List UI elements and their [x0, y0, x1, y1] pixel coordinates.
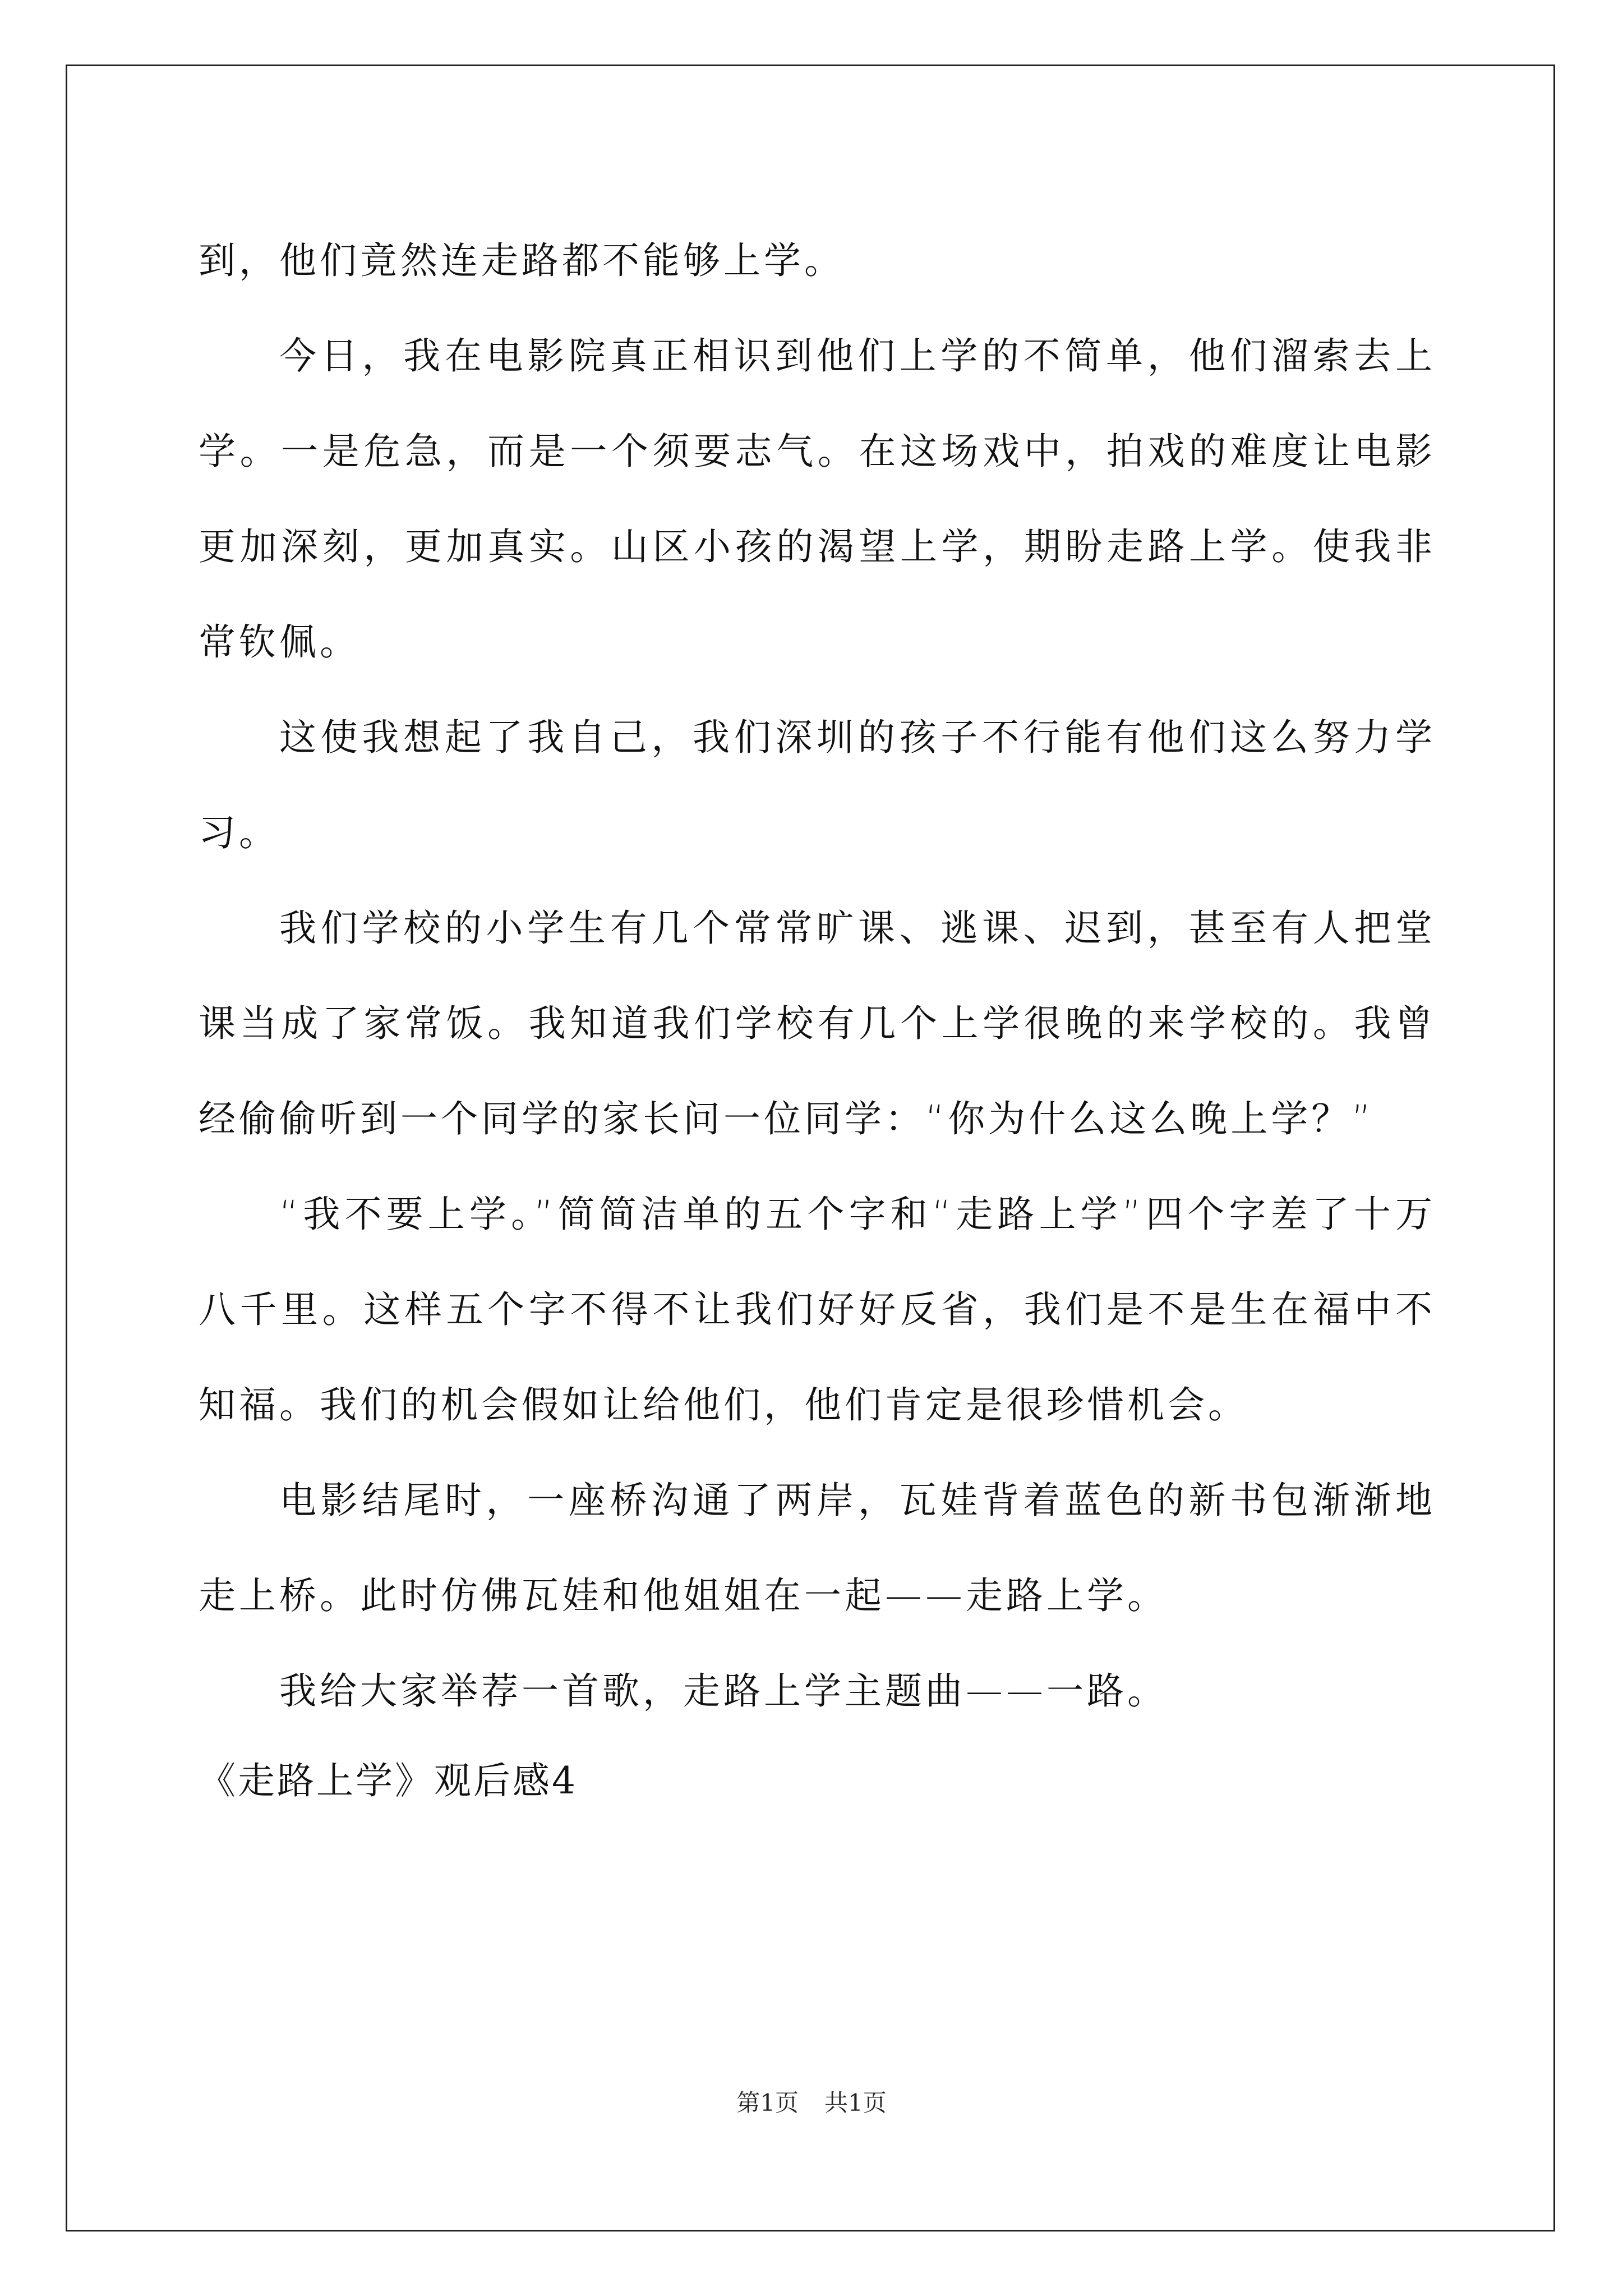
paragraph-1: 到，他们竟然连走路都不能够上学。 — [199, 239, 845, 282]
page-footer — [0, 2085, 1623, 2118]
paragraph-3: 这使我想起了我自己，我们深圳的孩子不行能有他们这么努力学习。 — [199, 716, 1436, 854]
page-total-label: 共1页 — [824, 2089, 887, 2116]
section-heading: 《走路上学》观后感4 — [199, 1759, 578, 1802]
paragraph-7: 我给大家举荐一首歌，走路上学主题曲——一路。 — [279, 1669, 1168, 1713]
paragraph-5: “我不要上学。”简简洁单的五个字和“走路上学”四个字差了十万八千里。这样五个字不得不让我们好好反省，我们是不是生在福中不知福。我们的机会假如让给他们，他们肯定是很珍惜机会。 — [199, 1193, 1436, 1427]
document-body — [199, 213, 1436, 1823]
paragraph-4: 我们学校的小学生有几个常常旷课、逃课、迟到，甚至有人把堂课当成了家常饭。我知道我们学校有几个上学很晚的来学校的。我曾经偷偷听到一个同学的家长问一位同学：“你为什么这么晚上学？” — [199, 907, 1436, 1140]
paragraph-6: 电影结尾时，一座桥沟通了两岸，瓦娃背着蓝色的新书包渐渐地走上桥。此时仿佛瓦娃和他姐姐在一起——走路上学。 — [199, 1479, 1436, 1617]
paragraph-2: 今日，我在电影院真正相识到他们上学的不简单，他们溜索去上学。一是危急，而是一个须要志气。在这场戏中，拍戏的难度让电影更加深刻，更加真实。山区小孩的渴望上学，期盼走路上学。使我非常钦佩。 — [199, 334, 1436, 664]
page-number-label: 第1页 — [736, 2089, 799, 2116]
